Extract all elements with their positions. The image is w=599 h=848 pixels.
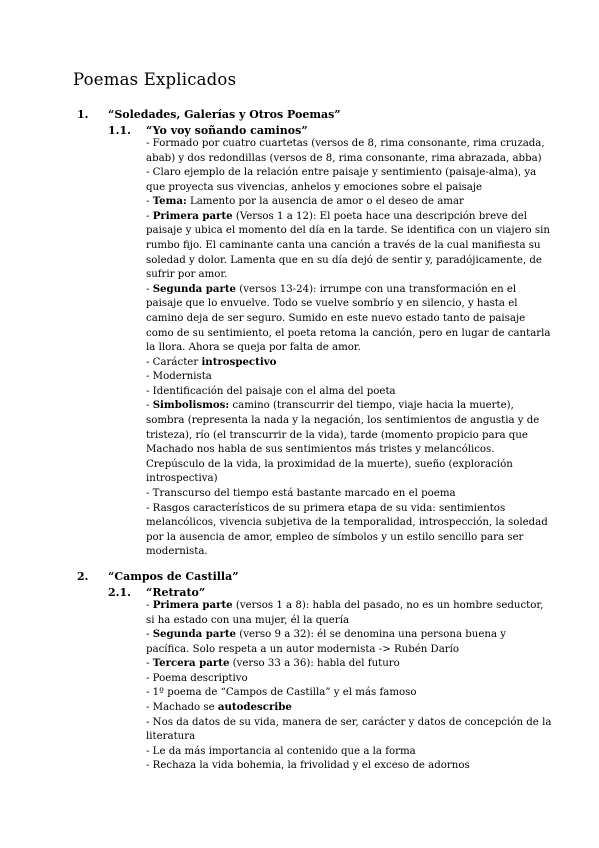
- text-line: [146, 729, 195, 744]
- text-line-plain: que proyecta sus vivencias, anhelos y emociones sobre el paisaje: [146, 181, 483, 193]
- text-line: [146, 340, 361, 355]
- section-2-number: 2.: [77, 570, 89, 583]
- text-line: [146, 355, 276, 370]
- subsection-1-1-title: “Yo voy soñando caminos”: [146, 124, 308, 137]
- text-line: [146, 209, 527, 224]
- text-line-plain: paisaje que lo envuelve. Todo se vuelve sombrío y en silencio, y hasta el: [146, 298, 518, 310]
- text-line-bold: Segunda parte: [152, 628, 237, 641]
- subsection-1-1-number: 1.1.: [108, 124, 131, 137]
- text-line-plain: sufrir por amor.: [146, 269, 228, 281]
- text-line-plain: (versos 1 a 8): habla del pasado, no es un hombre seductor,: [232, 600, 544, 611]
- text-line-plain: (versos 13-24): irrumpe con una transformación en el: [236, 283, 517, 295]
- text-line: [146, 700, 292, 715]
- text-line-plain: Lamento por la ausencia de amor o el deseo de amar: [186, 196, 464, 208]
- text-line-plain: -: [146, 658, 153, 670]
- text-line: [146, 165, 536, 180]
- text-line: [146, 398, 514, 413]
- text-line-plain: pacífica. Solo respeta a un autor modernista -> Rubén Darío: [146, 643, 460, 655]
- text-line: [146, 413, 539, 428]
- text-line-bold: Segunda parte: [152, 282, 237, 295]
- text-line-plain: - Le da más importancia al contenido que a la forma: [146, 745, 416, 757]
- text-line-bold: Tema:: [152, 195, 187, 208]
- text-line-plain: rumbo fijo. El caminante canta una canción a través de la cual manifiesta su: [146, 240, 541, 252]
- text-line-plain: - Identificación del paisaje con el alma del poeta: [146, 385, 396, 397]
- text-line-plain: paisaje y ubica el momento del día en la tarde. Se identifica con un viajero sin: [146, 225, 550, 237]
- text-line-bold: autodescribe: [217, 701, 292, 714]
- text-line-plain: camino deja de ser seguro. Sumido en este nuevo estado tanto de paisaje: [146, 312, 526, 324]
- text-line: [146, 296, 518, 311]
- text-line: [146, 442, 495, 457]
- text-line-plain: - Claro ejemplo de la relación entre paisaje y sentimiento (paisaje-alma), ya: [146, 167, 537, 179]
- text-line: [146, 253, 542, 268]
- text-line-plain: la llora. Ahora se queja por falta de amor.: [146, 342, 361, 354]
- text-line-plain: - Machado se: [146, 702, 218, 714]
- text-line-plain: camino (transcurrir del tiempo, viaje hacia la muerte),: [229, 400, 514, 412]
- text-line: [146, 758, 470, 773]
- text-line-plain: por la ausencia de amor, empleo de símbolos y un estilo sencillo para ser: [146, 531, 524, 543]
- text-line: [146, 428, 528, 443]
- text-line-plain: introspectiva): [146, 473, 218, 485]
- text-line: [146, 151, 542, 166]
- text-line: [146, 613, 349, 628]
- text-line-plain: tristeza), río (el transcurrir de la vida), tarde (momento propicio para que: [146, 429, 528, 441]
- text-line-plain: (Versos 1 a 12): El poeta hace una descripción breve del: [232, 210, 527, 222]
- text-line: [146, 501, 505, 516]
- text-line-bold: Primera parte: [152, 599, 233, 611]
- text-line-bold: Simbolismos:: [152, 399, 230, 412]
- text-line-plain: - Poema descriptivo: [146, 672, 248, 684]
- document-title: Poemas Explicados: [73, 70, 237, 89]
- text-line-plain: -: [146, 210, 153, 222]
- text-line-plain: - Modernista: [146, 371, 212, 383]
- text-line: [146, 744, 416, 759]
- text-line-plain: como de su sentimiento, el poeta retoma la canción, pero en lugar de cantarla: [146, 327, 551, 339]
- text-line: [146, 457, 513, 472]
- text-line-plain: Crepúsculo de la vida, la proximidad de la muerte), sueño (exploración: [146, 458, 513, 470]
- text-line: [146, 598, 543, 613]
- text-line: [146, 136, 545, 151]
- text-line: [146, 311, 525, 326]
- text-line-plain: literatura: [146, 731, 196, 743]
- text-line: [146, 530, 523, 545]
- text-line-plain: - Formado por cuatro cuartetas (versos de 8, rima consonante, rima cruzada,: [146, 138, 545, 149]
- text-line-plain: (verso 9 a 32): él se denomina una persona buena y: [236, 629, 507, 641]
- text-line-plain: - Rechaza la vida bohemia, la frivolidad y el exceso de adornos: [146, 760, 470, 772]
- text-line: [146, 544, 208, 559]
- text-line: [146, 369, 212, 384]
- text-line: [146, 627, 506, 642]
- text-line: [146, 685, 417, 700]
- subsection-2-1-title: “Retrato”: [146, 586, 206, 599]
- section-2-title: “Campos de Castilla”: [108, 570, 239, 583]
- text-line-plain: -: [146, 600, 153, 611]
- text-line: [146, 326, 550, 341]
- text-line: [146, 642, 459, 657]
- text-line-plain: abab) y dos redondillas (versos de 8, rima consonante, rima abrazada, abba): [146, 152, 542, 164]
- text-line: [146, 515, 548, 530]
- text-line-plain: sombra (representa la nada y la negación, los sentimientos de angustia y de: [146, 415, 540, 427]
- text-line-plain: modernista.: [146, 546, 208, 558]
- text-line-plain: - Nos da datos de su vida, manera de ser, carácter y datos de concepción de la: [146, 716, 552, 728]
- text-line-plain: melancólicos, vivencia subjetiva de la temporalidad, introspección, la soledad: [146, 517, 548, 529]
- text-line: [146, 486, 456, 501]
- text-line-plain: -: [146, 629, 153, 641]
- text-line-plain: -: [146, 196, 153, 208]
- text-line-bold: Primera parte: [152, 209, 233, 222]
- text-line-plain: soledad y dolor. Lamenta que en su día dejó de sentir y, paradójicamente, de: [146, 254, 542, 266]
- text-line-plain: (verso 33 a 36): habla del futuro: [229, 658, 400, 670]
- text-line: [146, 238, 541, 253]
- section-1-number: 1.: [77, 108, 89, 121]
- text-line-plain: si ha estado con una mujer, él la quería: [146, 614, 350, 626]
- text-line: [146, 267, 227, 282]
- text-line: [146, 656, 400, 671]
- text-line: [146, 471, 218, 486]
- text-line-plain: - Rasgos característicos de su primera etapa de su vida: sentimientos: [146, 502, 506, 514]
- subsection-2-1-number: 2.1.: [108, 586, 131, 599]
- text-line-plain: - 1º poema de “Campos de Castilla” y el más famoso: [146, 687, 417, 699]
- text-line: [146, 282, 516, 297]
- text-line-plain: - Transcurso del tiempo está bastante marcado en el poema: [146, 487, 456, 499]
- text-line: [146, 194, 464, 209]
- text-line-plain: Machado nos habla de sus sentimientos más tristes y melancólicos.: [146, 444, 495, 456]
- text-line-bold: Tercera parte: [152, 657, 230, 670]
- text-line-plain: - Carácter: [146, 356, 202, 368]
- text-line-bold: introspectivo: [201, 355, 277, 368]
- text-line: [146, 384, 396, 399]
- text-line-plain: -: [146, 400, 153, 412]
- text-line: [146, 223, 550, 238]
- section-1-title: “Soledades, Galerías y Otros Poemas”: [108, 108, 341, 121]
- text-line-plain: -: [146, 283, 153, 295]
- text-line: [146, 715, 551, 730]
- text-line: [146, 180, 482, 195]
- text-line: [146, 671, 248, 686]
